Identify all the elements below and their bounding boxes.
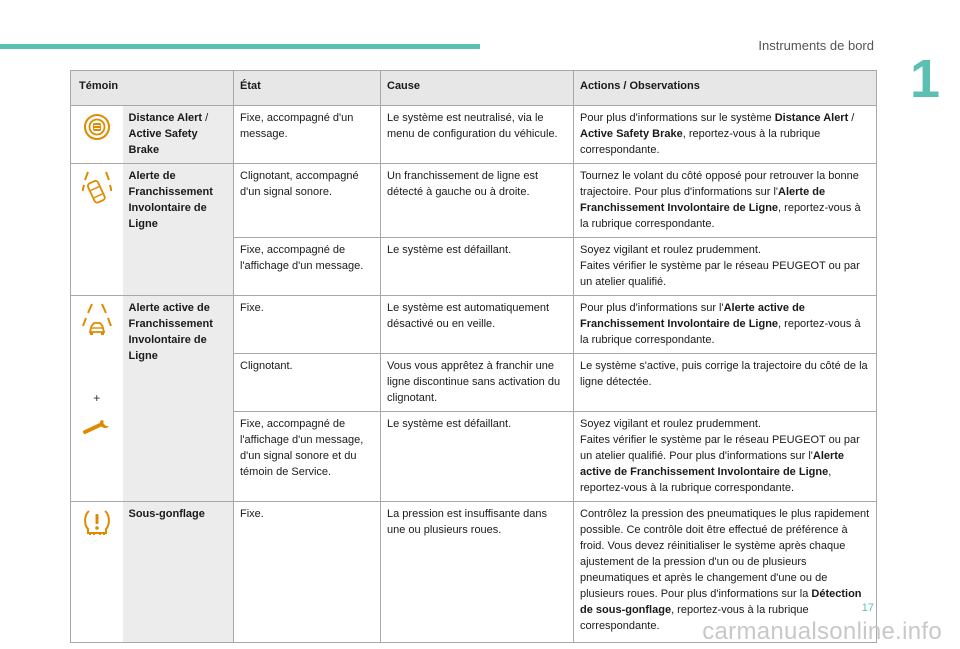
etat-cell: Clignotant, accompagné d'un signal sonore. xyxy=(234,164,381,238)
etat-cell: Fixe. xyxy=(234,296,381,354)
icon-cell xyxy=(71,164,123,296)
table-row xyxy=(71,164,877,238)
plus-sign: + xyxy=(93,391,101,405)
cause-cell: Vous vous apprêtez à franchir une ligne discontinue sans activation du clignotant. xyxy=(381,354,574,412)
header-temoin: Témoin xyxy=(71,71,234,106)
cause-cell: Le système est défaillant. xyxy=(381,238,574,296)
page-number: 17 xyxy=(861,602,874,614)
etat-cell: Fixe. xyxy=(234,502,381,643)
watermark: carmanualsonline.info xyxy=(702,618,942,645)
chapter-number: 1 xyxy=(909,49,940,109)
etat-cell: Fixe, accompagné de l'affichage d'un message. xyxy=(234,238,381,296)
actions-cell: Contrôlez la pression des pneumatiques le plus rapidement possible. Ce contrôle doit être effectué de préférence à froid. Vous devez réinitialiser le système après chaque ajustement de la pression d'un ou de plusieurs pneumatiques et après le changement d'une ou de plusieurs roues. Pour plus d'informations sur la Détection de sous-gonflage, reportez-vous à la rubrique correspondante. xyxy=(574,502,877,643)
light-name: Distance Alert / Active Safety Brake xyxy=(123,106,234,164)
icon-cell xyxy=(71,106,123,164)
etat-cell: Fixe, accompagné de l'affichage d'un message, d'un signal sonore et du témoin de Service. xyxy=(234,412,381,502)
header-actions: Actions / Observations xyxy=(574,71,877,106)
actions-cell: Soyez vigilant et roulez prudemment. Faites vérifier le système par le réseau PEUGEOT ou par un atelier qualifié. Pour plus d'informations sur l'Alerte active de Franchissement Involontaire de Ligne, reportez-vous à la rubrique correspondante. xyxy=(574,412,877,502)
actions-cell: Tournez le volant du côté opposé pour retrouver la bonne trajectoire. Pour plus d'informations sur l'Alerte de Franchissement Involontaire de Ligne, reportez-vous à la rubrique correspondante. xyxy=(574,164,877,238)
section-title: Instruments de bord xyxy=(758,38,874,53)
actions-cell: Le système s'active, puis corrige la trajectoire du côté de la ligne détectée. xyxy=(574,354,877,412)
table-row xyxy=(71,296,877,354)
warning-lights-table xyxy=(70,70,877,643)
light-name: Alerte de Franchissement Involontaire de Ligne xyxy=(123,164,234,296)
distance-alert-icon xyxy=(82,112,112,142)
icon-cell xyxy=(71,502,123,643)
cause-cell: La pression est insuffisante dans une ou plusieurs roues. xyxy=(381,502,574,643)
light-name: Sous-gonflage xyxy=(123,502,234,643)
etat-cell: Clignotant. xyxy=(234,354,381,412)
active-lane-icon xyxy=(81,302,113,336)
tyre-pressure-icon xyxy=(82,508,112,536)
actions-cell: Soyez vigilant et roulez prudemment. Faites vérifier le système par le réseau PEUGEOT ou par un atelier qualifié. xyxy=(574,238,877,296)
table-row xyxy=(71,106,877,164)
actions-cell: Pour plus d'informations sur le système Distance Alert / Active Safety Brake, reportez-vous à la rubrique correspondante. xyxy=(574,106,877,164)
wrench-icon xyxy=(82,416,112,438)
header-etat: État xyxy=(234,71,381,106)
header-accent-bar xyxy=(0,44,480,49)
lane-departure-icon xyxy=(82,170,112,208)
cause-cell: Le système est neutralisé, via le menu de configuration du véhicule. xyxy=(381,106,574,164)
cause-cell: Le système est défaillant. xyxy=(381,412,574,502)
table-header-row xyxy=(71,71,877,106)
cause-cell: Un franchissement de ligne est détecté à gauche ou à droite. xyxy=(381,164,574,238)
light-name: Alerte active de Franchissement Involontaire de Ligne xyxy=(123,296,234,502)
header-cause: Cause xyxy=(381,71,574,106)
cause-cell: Le système est automatiquement désactivé ou en veille. xyxy=(381,296,574,354)
actions-cell: Pour plus d'informations sur l'Alerte active de Franchissement Involontaire de Ligne, reportez-vous à la rubrique correspondante. xyxy=(574,296,877,354)
etat-cell: Fixe, accompagné d'un message. xyxy=(234,106,381,164)
icon-cell xyxy=(71,296,123,502)
